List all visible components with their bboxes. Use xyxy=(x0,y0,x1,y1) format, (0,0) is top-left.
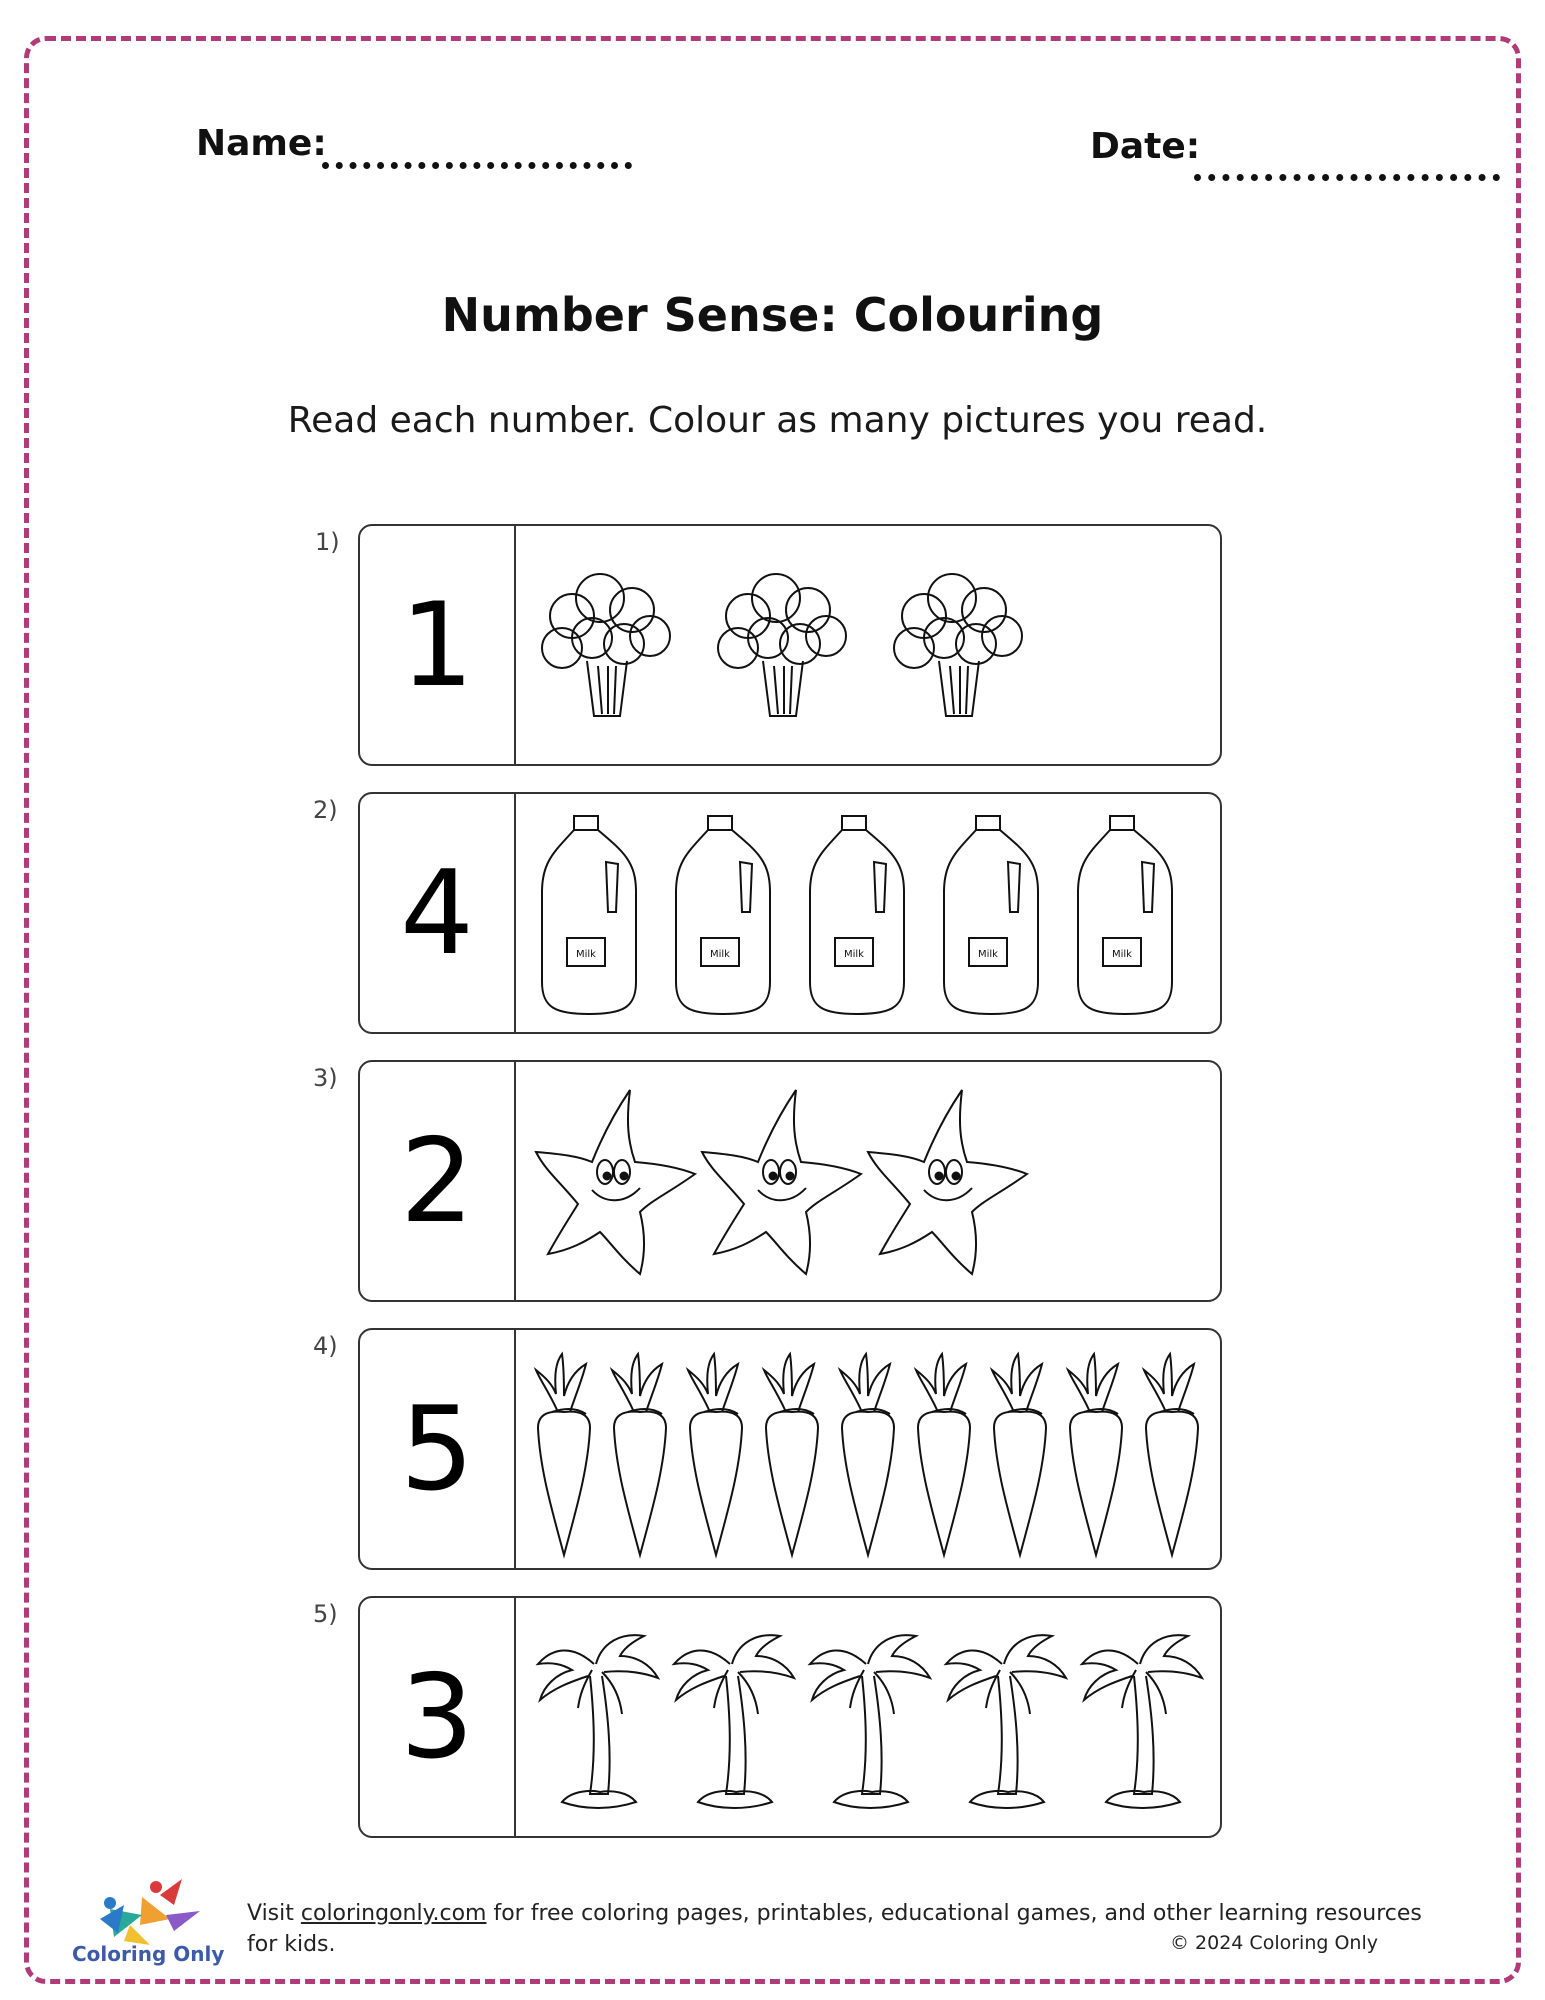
row-3-pictures xyxy=(520,1062,1215,1300)
broccoli-icon[interactable] xyxy=(708,566,858,726)
jug-label: Milk xyxy=(1112,949,1132,960)
palm-tree-icon[interactable] xyxy=(668,1624,798,1814)
broccoli-icon[interactable] xyxy=(884,566,1034,726)
milk-jug-icon[interactable] xyxy=(534,812,644,1022)
row-1 xyxy=(358,524,1222,766)
star-face-icon[interactable] xyxy=(696,1082,866,1282)
milk-jug-icon[interactable] xyxy=(936,812,1046,1022)
carrot-icon[interactable] xyxy=(758,1350,826,1560)
broccoli-icon[interactable] xyxy=(532,566,682,726)
jug-label: Milk xyxy=(710,949,730,960)
star-face-icon[interactable] xyxy=(530,1082,700,1282)
row-5-label: 5) xyxy=(313,1600,338,1628)
milk-jug-icon[interactable] xyxy=(802,812,912,1022)
jug-label: Milk xyxy=(576,949,596,960)
name-label: Name: xyxy=(196,123,327,164)
row-1-label: 1) xyxy=(315,528,340,556)
row-5-number: 3 xyxy=(360,1598,516,1836)
row-4-label: 4) xyxy=(313,1332,338,1360)
carrot-icon[interactable] xyxy=(910,1350,978,1560)
page-title: Number Sense: Colouring xyxy=(441,288,1104,342)
footer-visit: Visit xyxy=(247,1901,294,1926)
instruction-text: Read each number. Colour as many pictures you read. xyxy=(287,400,1268,441)
carrot-icon[interactable] xyxy=(606,1350,674,1560)
carrot-icon[interactable] xyxy=(530,1350,598,1560)
carrot-icon[interactable] xyxy=(682,1350,750,1560)
palm-tree-icon[interactable] xyxy=(804,1624,934,1814)
row-1-pictures xyxy=(520,526,1215,764)
row-2 xyxy=(358,792,1222,1034)
carrot-icon[interactable] xyxy=(834,1350,902,1560)
logo-text: Coloring Only xyxy=(72,1942,225,1966)
carrot-icon[interactable] xyxy=(1062,1350,1130,1560)
row-4-number: 5 xyxy=(360,1330,516,1568)
footer-link[interactable]: coloringonly.com xyxy=(300,1901,487,1926)
row-5-pictures xyxy=(520,1598,1215,1836)
row-4 xyxy=(358,1328,1222,1570)
row-3 xyxy=(358,1060,1222,1302)
row-2-number: 4 xyxy=(360,794,516,1032)
copyright-text: © 2024 Coloring Only xyxy=(1170,1932,1378,1954)
row-3-label: 3) xyxy=(313,1064,338,1092)
jug-label: Milk xyxy=(844,949,864,960)
row-2-pictures xyxy=(520,794,1215,1032)
carrot-icon[interactable] xyxy=(986,1350,1054,1560)
row-1-number: 1 xyxy=(360,526,516,764)
milk-jug-icon[interactable] xyxy=(1070,812,1180,1022)
row-3-number: 2 xyxy=(360,1062,516,1300)
row-4-pictures xyxy=(520,1330,1215,1568)
row-2-label: 2) xyxy=(313,796,338,824)
palm-tree-icon[interactable] xyxy=(1076,1624,1206,1814)
palm-tree-icon[interactable] xyxy=(940,1624,1070,1814)
name-line[interactable] xyxy=(322,162,632,169)
carrot-icon[interactable] xyxy=(1138,1350,1206,1560)
footer-rest: for free coloring pages, printables, educational games, and other learning resources for kids. xyxy=(247,1901,1422,1957)
date-line[interactable] xyxy=(1194,174,1500,181)
star-face-icon[interactable] xyxy=(862,1082,1032,1282)
jug-label: Milk xyxy=(978,949,998,960)
palm-tree-icon[interactable] xyxy=(532,1624,662,1814)
milk-jug-icon[interactable] xyxy=(668,812,778,1022)
date-label: Date: xyxy=(1090,126,1201,167)
row-5 xyxy=(358,1596,1222,1838)
